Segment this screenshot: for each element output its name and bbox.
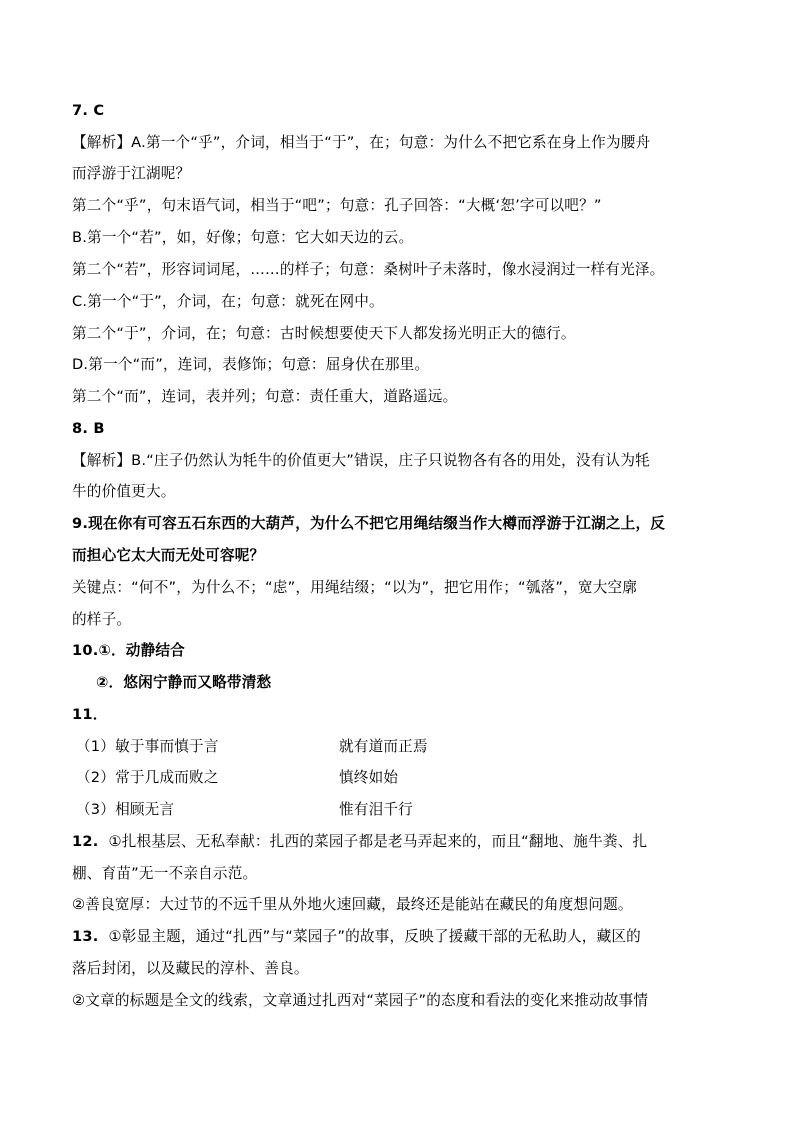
answer-9-line-1: 9.现在你有可容五石东西的大葫芦，为什么不把它用绳结缀当作大樽而浮游于江湖之上，反 [72,515,666,532]
answer-12-line-3: ②善良宽厚：大过节的不远千里从外地火速回藏，最终还是能站在藏民的角度想问题。 [72,896,633,913]
answer-12-line-2: 棚、育苗”无一不亲自示范。 [72,865,258,882]
answer-13-number: 13. [72,928,99,945]
answer-12-line-1 [72,832,647,852]
answer-11-row-1-second: 就有道而正焉 [339,738,428,755]
answer-11-row-3-first: （3）相顾无言 [76,801,175,818]
answer-7-analysis-line-9: 第二个“而”，连词，表并列；句意：责任重大，道路遥远。 [72,388,458,405]
answer-13-text-1: ①彰显主题，通过“扎西”与“菜园子”的故事，反映了援藏干部的无私助人，藏区的 [108,928,641,945]
answer-7-analysis-line-7: 第二个“于”，介词，在；句意：古时候想要使天下人都发扬光明正大的德行。 [72,325,576,342]
answer-9-keypoints-line-1: 关键点：“何不”，为什么不；“虑”，用绳结缀；“以为”，把它用作；“瓠落”，宽大空廓 [72,579,638,596]
answer-7-analysis-line-3: 第二个“乎”，句末语气词，相当于“吧”；句意：孔子回答：“大概‘恕’字可以吧？” [72,197,602,214]
answer-10-item-1: 10.①．动静结合 [72,642,185,659]
answer-9-line-2: 而担心它太大而无处可容呢？ [72,547,265,564]
answer-7-heading: 7. C [72,102,105,119]
answer-7-analysis-line-2: 而浮游于江湖呢？ [72,165,191,182]
answer-7-analysis-line-4: B.第一个“若”，如，好像；句意：它大如天边的云。 [72,229,414,246]
answer-11-row-2-second: 慎终如始 [339,769,399,786]
answer-10-item-2: ②．悠闲宁静而又略带清愁 [96,674,272,691]
answer-11-row-2-first: （2）常于几成而败之 [76,769,219,786]
answer-7-analysis-line-8: D.第一个“而”，连词，表修饰；句意：屈身伏在那里。 [72,356,430,373]
answer-13-line-3: ②文章的标题是全文的线索，文章通过扎西对“菜园子”的态度和看法的变化来推动故事情 [72,992,649,1009]
answer-11-row-3 [76,800,413,820]
answer-7-analysis-line-5: 第二个“若”，形容词词尾，……的样子；句意：桑树叶子未落时，像水浸润过一样有光泽。 [72,261,665,278]
answer-11-row-1-first: （1）敏于事而慎于言 [76,738,219,755]
answer-7-analysis-line-1: 【解析】A.第一个“乎”，介词，相当于“于”，在；句意：为什么不把它系在身上作为腰舟 [72,134,651,151]
answer-8-heading: 8. B [72,420,105,437]
answer-13-line-2: 落后封闭，以及藏民的淳朴、善良。 [72,960,309,977]
answer-11-row-2 [76,768,399,788]
answer-11-row-1 [76,737,428,757]
answer-11-row-3-second: 惟有泪千行 [339,801,413,818]
answer-8-analysis-line-2: 牛的价值更大。 [72,483,176,500]
answer-7-analysis-line-6: C.第一个“于”，介词，在；句意：就死在网中。 [72,293,384,310]
answer-13-line-1 [72,927,641,947]
answer-12-number: 12. [72,833,99,850]
answer-12-text-1: ①扎根基层、无私奉献：扎西的菜园子都是老马弄起来的，而且“翻地、施牛粪、扎 [108,833,648,850]
answer-11-heading: 11． [72,706,108,723]
answer-9-keypoints-line-2: 的样子。 [72,611,132,628]
answer-8-analysis-line-1: 【解析】B.“庄子仍然认为牦牛的价值更大”错误，庄子只说物各有各的用处，没有认为牦 [72,452,650,469]
